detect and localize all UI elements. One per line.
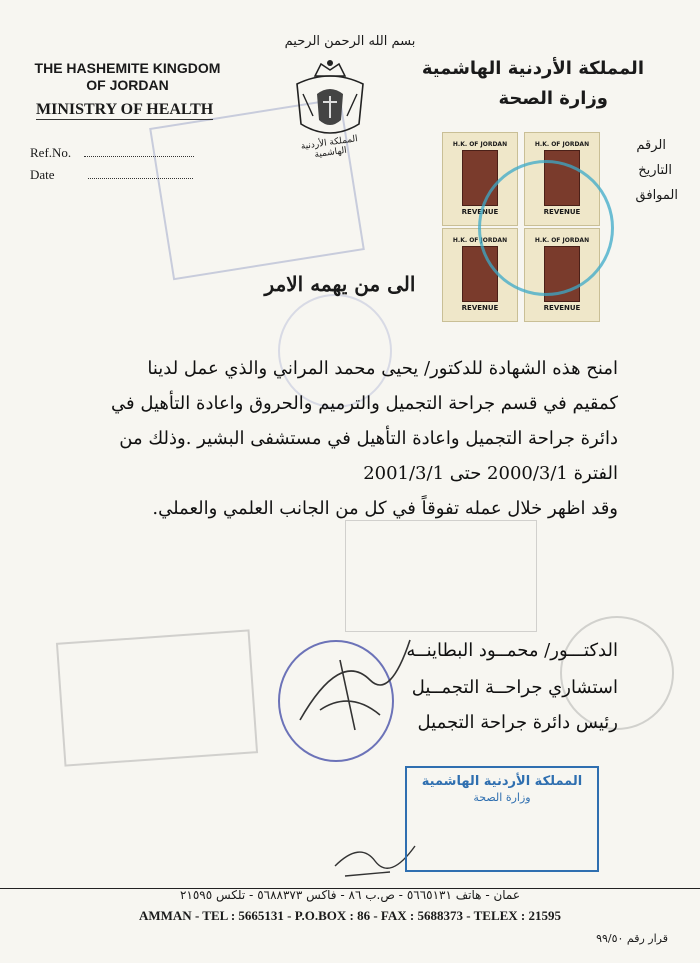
letter-line-5: وقد اظهر خلال عمله تفوقاً في كل من الجانب العلمي والعملي. [152, 498, 618, 519]
ministry-certification-stamp [405, 766, 599, 872]
faint-left-stamp [56, 629, 258, 766]
ref-no-label: Ref.No. [30, 145, 72, 160]
date-dotted-line [88, 178, 193, 179]
letter-line-3: دائرة جراحة التجميل واعادة التأهيل في مستشفى البشير .وذلك من [119, 428, 618, 449]
faint-round-stamp-top [278, 294, 392, 408]
signatory-position: رئيس دائرة جراحة التجميل [417, 712, 618, 733]
ar-ministry-name: وزارة الصحة [498, 88, 608, 109]
letter-line-4: الفترة 2000/3/1 حتى 2001/3/1 [363, 463, 618, 484]
letter-salutation: الى من يهمه الامر [264, 272, 416, 296]
coat-of-arms-emblem [285, 58, 375, 161]
footer-arabic-contacts: عمان - هاتف ٥٦٦٥١٣١ - ص.ب ٨٦ - فاكس ٥٦٨٨٣٧٣ - تلكس ٢١٥٩٥ [179, 888, 521, 902]
cancellation-postmark [478, 160, 614, 296]
revenue-stamp-bottom-text: REVENUE [543, 304, 581, 312]
faint-embassy-stamp [345, 520, 537, 632]
ministry-stamp-line1: المملكة الأردنية الهاشمية [421, 774, 583, 789]
revenue-stamp-top-text: H.K. OF JORDAN [452, 237, 508, 244]
revenue-stamp-bottom-text: REVENUE [461, 304, 499, 312]
date-field [30, 167, 193, 183]
revenue-stamp-top-text: H.K. OF JORDAN [534, 237, 590, 244]
revenue-stamp-bottom-text: REVENUE [543, 208, 581, 216]
ar-kingdom-name: المملكة الأردنية الهاشمية [421, 58, 644, 79]
letter-line-1: امنح هذه الشهادة للدكتور/ يحيى محمد المراني والذي عمل لدينا [147, 358, 618, 379]
signatory-name: الدكتـــور/ محمــود البطاينــه [406, 640, 618, 661]
revenue-stamp-top-text: H.K. OF JORDAN [534, 141, 590, 148]
ar-date-label: التاريخ [638, 163, 672, 178]
en-ministry-title: MINISTRY OF HEALTH [36, 101, 214, 118]
ministry-stamp-line2: وزارة الصحة [473, 791, 531, 804]
footer-english-contacts: AMMAN - TEL : 5665131 - P.O.BOX : 86 - FAX : 5688373 - TELEX : 21595 [138, 908, 562, 923]
ar-ref-label: الرقم [636, 138, 666, 153]
revenue-stamp-bottom-text: REVENUE [461, 208, 499, 216]
signatory-title: استشاري جراحــة التجمــيل [411, 677, 618, 698]
revenue-stamps-block [438, 130, 602, 324]
ref-no-field [30, 145, 194, 161]
en-kingdom-line1: THE HASHEMITE KINGDOM [34, 60, 221, 76]
ref-no-dotted-line [84, 156, 194, 157]
decision-number: قرار رقم ٩٩/٥٠ [596, 932, 668, 945]
revenue-stamp-top-text: H.K. OF JORDAN [452, 141, 508, 148]
date-label: Date [30, 167, 55, 182]
basmala: بسم الله الرحمن الرحيم [284, 34, 416, 49]
handwritten-signature-icon [280, 620, 430, 740]
emblem-caption: المملكة الأردنية الهاشمية [300, 134, 359, 161]
letter-line-2: كمقيم في قسم جراحة التجميل والترميم والحروق واعادة التأهيل في [111, 393, 618, 414]
ar-corresponding-label: الموافق [635, 188, 678, 203]
en-kingdom-name [20, 60, 235, 94]
en-kingdom-line2: OF JORDAN [86, 77, 169, 93]
